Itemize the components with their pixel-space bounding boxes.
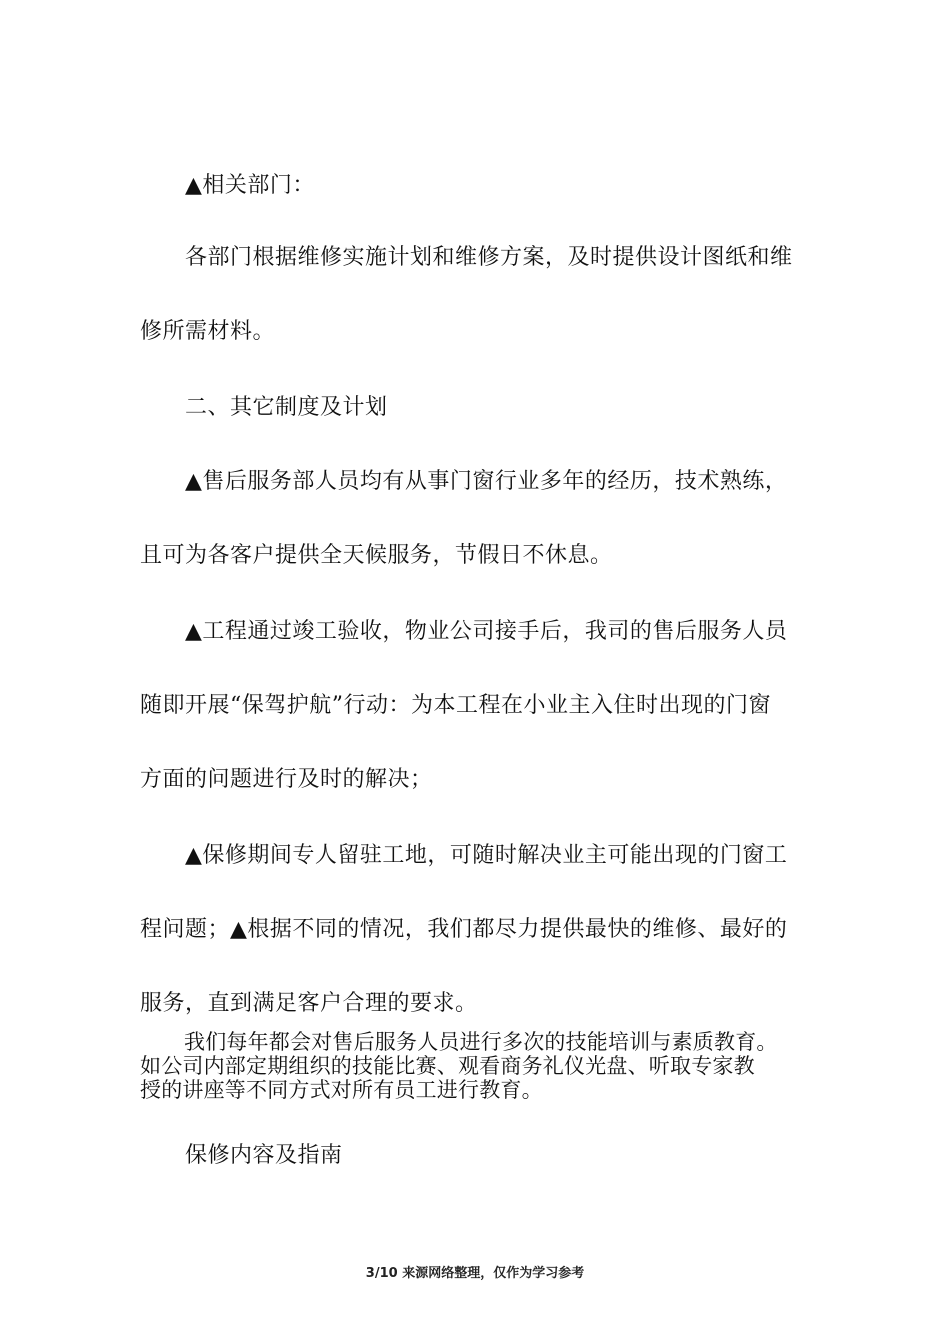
section-heading-other-systems: 二、其它制度及计划 [185, 395, 388, 420]
paragraph-line: ▲工程通过竣工验收，物业公司接手后，我司的售后服务人员 [185, 619, 788, 644]
paragraph-line: 我们每年都会对售后服务人员进行多次的技能培训与素质教育。 [184, 1030, 778, 1054]
paragraph-line: 各部门根据维修实施计划和维修方案，及时提供设计图纸和维 [185, 245, 793, 270]
paragraph-line: 服务，直到满足客户合理的要求。 [140, 991, 478, 1016]
paragraph-line: 方面的问题进行及时的解决； [140, 767, 433, 792]
section-heading-warranty-guide: 保修内容及指南 [185, 1143, 343, 1168]
paragraph-line: 随即开展“保驾护航”行动：为本工程在小业主入住时出现的门窗 [140, 693, 771, 718]
paragraph-line: 程问题；▲根据不同的情况，我们都尽力提供最快的维修、最好的 [140, 917, 788, 942]
paragraph-line: 且可为各客户提供全天候服务，节假日不休息。 [140, 543, 613, 568]
training-paragraph [140, 1030, 820, 1102]
paragraph-line: 修所需材料。 [140, 319, 276, 344]
paragraph-line: 如公司内部定期组织的技能比赛、观看商务礼仪光盘、听取专家教 [140, 1054, 755, 1078]
page-footer: 3/10 来源网络整理，仅作为学习参考 [365, 1266, 585, 1281]
paragraph-line: ▲保修期间专人留驻工地，可随时解决业主可能出现的门窗工 [185, 843, 788, 868]
related-departments-heading: ▲相关部门： [185, 173, 315, 198]
paragraph-line: 授的讲座等不同方式对所有员工进行教育。 [140, 1078, 543, 1102]
paragraph-line: ▲售后服务部人员均有从事门窗行业多年的经历，技术熟练， [185, 469, 788, 494]
